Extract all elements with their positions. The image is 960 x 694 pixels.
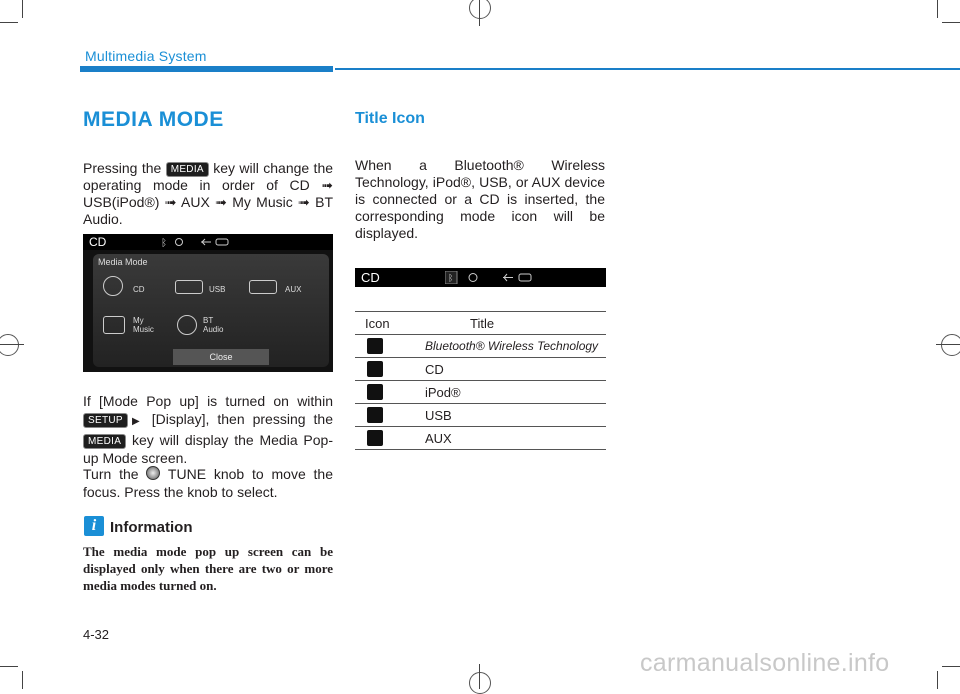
tune-knob-icon [146, 466, 160, 480]
crop-mark [22, 671, 23, 689]
screen-status-bar [83, 234, 333, 250]
popup-item-aux[interactable]: AUX [285, 285, 302, 294]
title-icon-table [355, 311, 606, 450]
table-cell-title: Bluetooth® Wireless Technology [425, 335, 606, 358]
strip-mode-label: CD [361, 270, 380, 285]
information-body: The media mode pop up screen can be displayed only when there are two or more media modes turned on. [83, 544, 333, 593]
information-icon: i [84, 516, 104, 536]
information-heading: Information [110, 519, 193, 536]
page-header-title: Multimedia System [85, 48, 207, 64]
table-row [355, 381, 606, 404]
status-icons [161, 237, 231, 247]
table-header-icon: Icon [355, 312, 425, 335]
crop-mark [479, 0, 480, 26]
text: Turn the [83, 466, 139, 482]
aux-icon [367, 430, 383, 446]
media-key-badge: MEDIA [166, 162, 209, 177]
table-row [355, 404, 606, 427]
setup-key-badge: SETUP [83, 413, 128, 428]
arrow-right-icon: ▶ [127, 416, 144, 427]
crop-mark [22, 0, 23, 18]
media-mode-popup [93, 254, 329, 367]
paragraph-media-key [83, 160, 333, 228]
text: key will change the operating mode in order of CD ➟ USB(iPod®) ➟ AUX ➟ My Music ➟ BT Audio. [83, 160, 334, 227]
watermark: carmanualsonline.info [640, 649, 890, 677]
crop-mark [936, 344, 960, 345]
registration-mark [0, 334, 19, 356]
crop-mark [942, 666, 960, 667]
text: [Display], then pressing the [151, 411, 333, 427]
svg-text:ᛒ: ᛒ [161, 238, 167, 247]
usb-icon [367, 407, 383, 423]
ipod-icon [367, 384, 383, 400]
crop-mark [0, 22, 18, 23]
media-mode-screenshot [83, 234, 333, 372]
crop-mark [937, 0, 938, 18]
cd-icon [367, 361, 383, 377]
crop-mark [479, 664, 480, 689]
crop-mark [937, 671, 938, 689]
title-icon-strip [355, 268, 606, 287]
aux-icon [249, 280, 277, 294]
page-number: 4-32 [83, 627, 110, 642]
table-cell-title: USB [425, 404, 606, 427]
paragraph-setup [83, 392, 333, 467]
close-button[interactable]: Close [173, 349, 269, 365]
text: If [Mode Pop up] is turned on within [83, 393, 333, 409]
popup-item-usb[interactable]: USB [209, 285, 226, 294]
paragraph-tune [83, 465, 333, 501]
crop-mark [942, 22, 960, 23]
usb-icon [175, 280, 203, 294]
text: Pressing the [83, 160, 162, 176]
table-row [355, 358, 606, 381]
folder-icon [103, 316, 125, 334]
cd-icon [103, 276, 123, 296]
crop-mark [0, 344, 24, 345]
bluetooth-icon [177, 315, 197, 335]
screen-mode-label: CD [89, 235, 107, 249]
table-row [355, 335, 606, 358]
registration-mark [469, 672, 491, 694]
popup-title: Media Mode [98, 257, 148, 267]
table-row [355, 427, 606, 450]
text: TUNE knob to move the focus. Press the knob to select. [83, 466, 333, 500]
popup-item-cd[interactable]: CD [133, 285, 145, 294]
table-cell-title: CD [425, 358, 606, 381]
section-heading-media-mode: MEDIA MODE [83, 108, 224, 131]
section-heading-title-icon: Title Icon [355, 110, 425, 127]
registration-mark [941, 334, 960, 356]
svg-text:ᛒ: ᛒ [448, 273, 454, 283]
table-header-title: Title [425, 312, 606, 335]
table-cell-title: AUX [425, 427, 606, 450]
paragraph-title-icon: When a Bluetooth® Wireless Technology, iPod®, USB, or AUX device is connected or a CD is inserted, the corresponding mode icon will be displayed. [355, 157, 605, 241]
popup-item-bt-audio[interactable]: BT Audio [203, 316, 224, 334]
text: key will display the Media Pop-up Mode screen. [83, 432, 334, 466]
header-rule [335, 68, 960, 70]
header-bar [80, 66, 333, 72]
media-key-badge: MEDIA [83, 434, 126, 449]
popup-item-my-music[interactable]: My Music [133, 316, 154, 334]
registration-mark [469, 0, 491, 19]
strip-status-icons [445, 271, 535, 284]
bluetooth-icon [367, 338, 383, 354]
table-cell-title: iPod® [425, 381, 606, 404]
table-header-row [355, 312, 606, 335]
crop-mark [0, 666, 18, 667]
